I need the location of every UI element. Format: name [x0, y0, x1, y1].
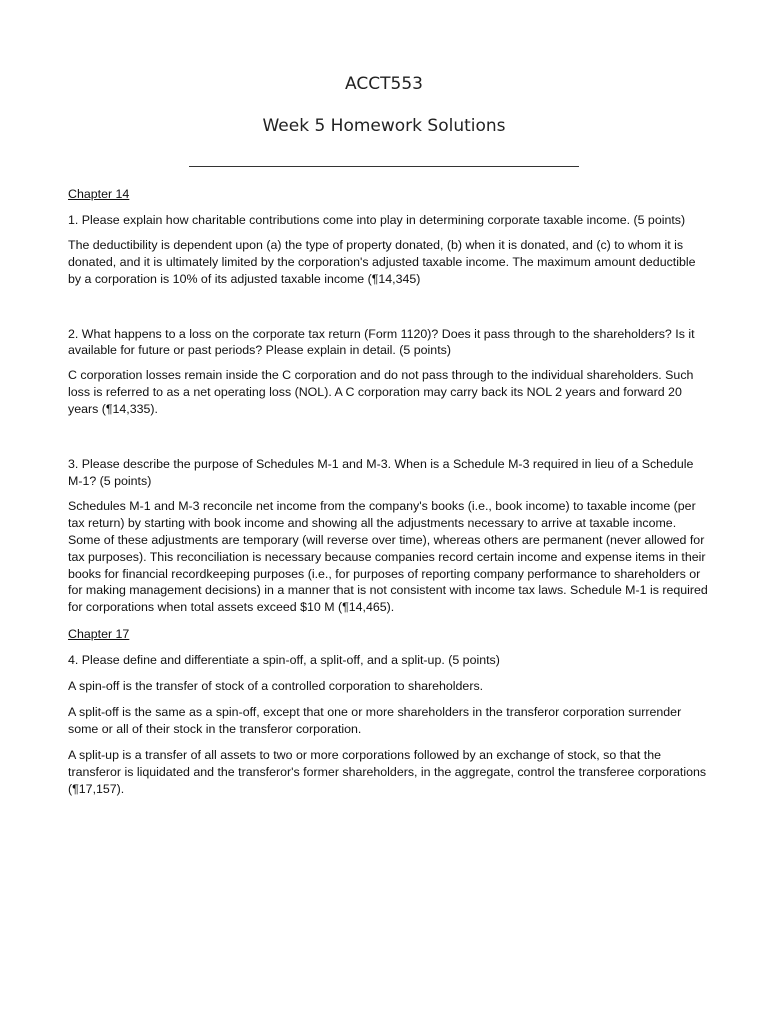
question-2: 2. What happens to a loss on the corporate tax return (Form 1120)? Does it pass through to the shareholders? Is it available for future or past periods? Please explain in detail. (5 points)	[68, 326, 695, 358]
question-3: 3. Please describe the purpose of Schedules M-1 and M-3. When is a Schedule M-3 required in lieu of a Schedule M-1? (5 points)	[68, 457, 694, 488]
answer-2: C corporation losses remain inside the C corporation and do not pass through to the individual shareholders. Such loss is referred to as a net operating loss (NOL). A C corporation may carry back its NOL 2 years and forward 20 years (¶14,335).	[68, 368, 694, 417]
chapter-14-heading: Chapter 14	[68, 187, 130, 201]
document-body	[68, 186, 708, 797]
question-1: 1. Please explain how charitable contributions come into play in determining corporate taxable income. (5 points)	[68, 212, 686, 227]
answer-4-split-off: A split-off is the same as a spin-off, except that one or more shareholders in the transferor corporation surrender some or all of their stock in the transferor corporation.	[68, 704, 682, 736]
question-4: 4. Please define and differentiate a spin-off, a split-off, and a split-up. (5 points)	[68, 653, 500, 668]
answer-4-split-up: A split-up is a transfer of all assets to two or more corporations followed by an exchange of stock, so that the transferor is liquidated and the transferor's former shareholders, in the aggregate, control the transferee corporations (¶17,157).	[68, 747, 707, 796]
answer-4-spin-off: A spin-off is the transfer of stock of a controlled corporation to shareholders.	[68, 679, 484, 694]
answer-3: Schedules M-1 and M-3 reconcile net income from the company's books (i.e., book income) to taxable income (per tax return) by starting with book income and showing all the adjustments necessary to arrive at taxable income. Some of these adjustments are temporary (will reverse over time), whereas others are permanent (never allowed for tax purposes). This reconciliation is necessary because companies record certain income and expense items in their books for financial recordkeeping purposes (i.e., for purposes of reporting company performance to shareholders or for making management decisions) in a manner that is not consistent with income tax laws. Schedule M-1 is required for corporations when total assets exceed $10 M (¶14,465).	[68, 498, 708, 615]
answer-1: The deductibility is dependent upon (a) the type of property donated, (b) when it is donated, and (c) to whom it is donated, and it is ultimately limited by the corporation's adjusted taxable income. The maximum amount deductible by a corporation is 10% of its adjusted taxable income (¶14,345)	[68, 237, 696, 286]
course-title: ACCT553	[345, 74, 423, 94]
title-underline-divider	[189, 166, 579, 167]
chapter-17-heading: Chapter 17	[68, 627, 130, 642]
document-subtitle: Week 5 Homework Solutions	[262, 116, 506, 136]
